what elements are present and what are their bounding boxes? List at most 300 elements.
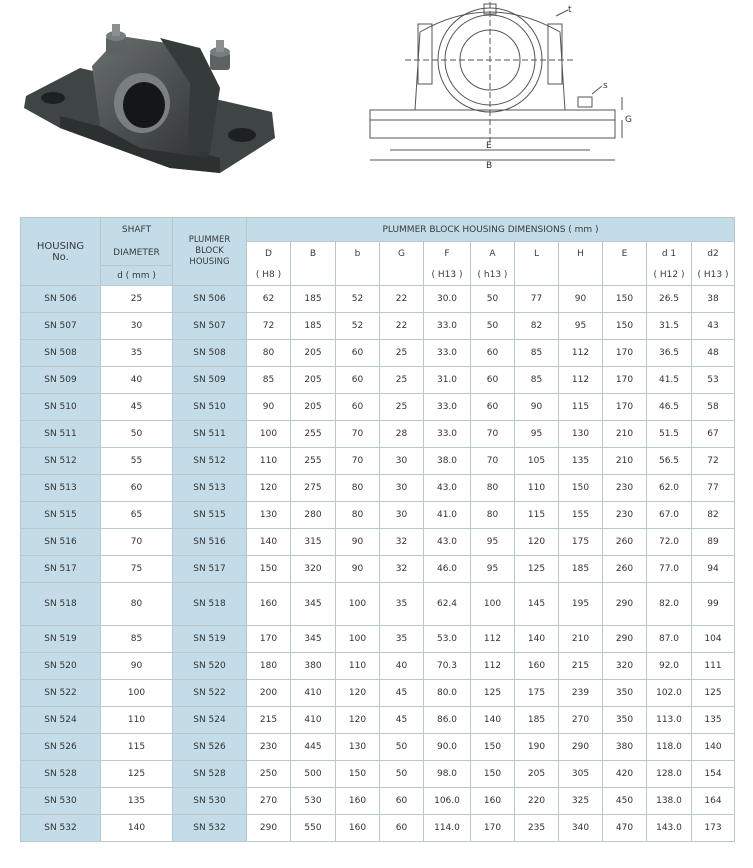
header-col-10: d2 [692,242,735,266]
table-cell: 85 [515,367,559,394]
table-cell: 195 [559,583,603,626]
table-cell: SN 517 [173,556,247,583]
table-cell: 111 [692,653,735,680]
table-cell: SN 510 [21,394,101,421]
table-cell: 60 [380,815,424,842]
table-cell: 270 [559,707,603,734]
table-cell: 125 [471,680,515,707]
table-cell: 450 [603,788,647,815]
table-cell: 82 [515,313,559,340]
table-cell: SN 522 [173,680,247,707]
drawing-label-g: G [625,115,632,125]
table-row [21,761,735,788]
table-cell: 260 [603,529,647,556]
table-cell: 70 [471,448,515,475]
table-cell: 33.0 [424,421,471,448]
table-cell: 90.0 [424,734,471,761]
drawing-label-t: t [568,5,572,15]
table-cell: 345 [291,626,336,653]
table-cell: 46.0 [424,556,471,583]
table-cell: SN 520 [21,653,101,680]
table-cell: 67 [692,421,735,448]
table-cell: 82 [692,502,735,529]
header-col-5: A [471,242,515,266]
table-cell: 112 [471,626,515,653]
table-cell: 445 [291,734,336,761]
table-cell: 90 [101,653,173,680]
table-cell: 173 [692,815,735,842]
table-cell: 110 [247,448,291,475]
table-cell: 85 [247,367,291,394]
table-cell: 85 [101,626,173,653]
table-cell: SN 519 [21,626,101,653]
table-cell: 67.0 [647,502,692,529]
table-cell: 90 [336,556,380,583]
table-row [21,502,735,529]
table-cell: 35 [101,340,173,367]
table-cell: 25 [380,394,424,421]
table-cell: 500 [291,761,336,788]
table-cell: 140 [101,815,173,842]
table-cell: SN 506 [173,286,247,313]
table-cell: SN 510 [173,394,247,421]
table-cell: 120 [247,475,291,502]
table-cell: 410 [291,707,336,734]
table-cell: 62.4 [424,583,471,626]
table-cell: 230 [603,502,647,529]
table-cell: 35 [380,583,424,626]
table-cell: 215 [559,653,603,680]
header-sub-3 [380,266,424,286]
table-cell: 130 [336,734,380,761]
table-cell: 70 [336,421,380,448]
table-cell: 90 [515,394,559,421]
table-cell: 33.0 [424,313,471,340]
table-cell: 105 [515,448,559,475]
table-cell: 190 [515,734,559,761]
table-cell: SN 524 [173,707,247,734]
table-cell: 60 [336,394,380,421]
table-cell: 210 [559,626,603,653]
table-cell: 205 [291,394,336,421]
table-cell: 43.0 [424,529,471,556]
header-col-6: L [515,242,559,266]
table-cell: 110 [515,475,559,502]
table-cell: 280 [291,502,336,529]
table-cell: 31.5 [647,313,692,340]
table-cell: 58 [692,394,735,421]
header-sub-0: ( H8 ) [247,266,291,286]
table-cell: 80 [336,502,380,529]
table-cell: 25 [101,286,173,313]
header-col-1: B [291,242,336,266]
table-cell: 70.3 [424,653,471,680]
table-cell: SN 509 [173,367,247,394]
table-cell: 30 [101,313,173,340]
table-cell: 22 [380,286,424,313]
table-cell: 145 [515,583,559,626]
table-cell: 100 [101,680,173,707]
table-cell: 77 [515,286,559,313]
table-cell: 50 [471,313,515,340]
table-cell: 72.0 [647,529,692,556]
table-cell: SN 517 [21,556,101,583]
header-diameter: DIAMETER [101,242,173,266]
table-cell: 138.0 [647,788,692,815]
table-cell: SN 507 [173,313,247,340]
table-cell: SN 518 [21,583,101,626]
table-cell: 31.0 [424,367,471,394]
table-cell: 65 [101,502,173,529]
table-cell: 175 [515,680,559,707]
dimensions-table [20,217,735,842]
table-row [21,475,735,502]
table-cell: 170 [603,340,647,367]
table-cell: 170 [603,367,647,394]
table-cell: 125 [692,680,735,707]
table-cell: 118.0 [647,734,692,761]
table-cell: 90 [559,286,603,313]
table-cell: 70 [471,421,515,448]
table-cell: 60 [101,475,173,502]
table-cell: 104 [692,626,735,653]
table-cell: SN 526 [173,734,247,761]
table-cell: 32 [380,529,424,556]
table-cell: 150 [247,556,291,583]
table-cell: 210 [603,421,647,448]
table-cell: 185 [291,286,336,313]
table-cell: 40 [380,653,424,680]
table-cell: SN 515 [173,502,247,529]
table-cell: 100 [247,421,291,448]
table-cell: 80.0 [424,680,471,707]
table-cell: 164 [692,788,735,815]
table-cell: 170 [603,394,647,421]
table-cell: 95 [559,313,603,340]
table-cell: 25 [380,340,424,367]
table-cell: 143.0 [647,815,692,842]
table-cell: SN 512 [21,448,101,475]
table-row [21,313,735,340]
table-cell: 50 [471,286,515,313]
table-cell: 350 [603,707,647,734]
table-cell: SN 530 [21,788,101,815]
table-cell: 530 [291,788,336,815]
table-cell: 82.0 [647,583,692,626]
table-cell: 36.5 [647,340,692,367]
header-sub-6 [515,266,559,286]
header-sub-4: ( H13 ) [424,266,471,286]
header-sub-8 [603,266,647,286]
table-cell: 215 [247,707,291,734]
table-cell: 92.0 [647,653,692,680]
table-cell: 72 [692,448,735,475]
table-cell: 45 [380,680,424,707]
table-cell: 60 [471,367,515,394]
table-cell: 290 [247,815,291,842]
table-cell: 550 [291,815,336,842]
table-cell: 290 [603,583,647,626]
table-row [21,421,735,448]
table-cell: 75 [101,556,173,583]
table-cell: 43.0 [424,475,471,502]
table-cell: 160 [515,653,559,680]
table-cell: 50 [101,421,173,448]
table-cell: 52 [336,286,380,313]
table-row [21,653,735,680]
table-cell: 185 [291,313,336,340]
table-cell: SN 513 [21,475,101,502]
table-cell: 205 [291,340,336,367]
table-cell: SN 518 [173,583,247,626]
figure-area [0,0,753,215]
table-cell: 30 [380,448,424,475]
header-d-mm: d ( mm ) [101,266,173,286]
table-cell: 239 [559,680,603,707]
table-cell: 60 [380,788,424,815]
table-cell: 205 [515,761,559,788]
table-cell: 53 [692,367,735,394]
table-cell: 85 [515,340,559,367]
table-cell: 135 [101,788,173,815]
table-cell: 80 [471,502,515,529]
table-cell: 28 [380,421,424,448]
table-cell: 320 [603,653,647,680]
table-cell: 25 [380,367,424,394]
table-row [21,529,735,556]
table-cell: 100 [471,583,515,626]
header-col-3: G [380,242,424,266]
table-cell: 45 [380,707,424,734]
table-cell: 32 [380,556,424,583]
table-cell: 86.0 [424,707,471,734]
header-col-9: d 1 [647,242,692,266]
table-cell: 220 [515,788,559,815]
table-cell: 140 [692,734,735,761]
table-row [21,815,735,842]
table-cell: 110 [101,707,173,734]
table-row [21,788,735,815]
table-cell: SN 519 [173,626,247,653]
table-cell: 154 [692,761,735,788]
table-cell: 325 [559,788,603,815]
table-cell: 150 [471,761,515,788]
table-cell: 55 [101,448,173,475]
table-cell: 45 [101,394,173,421]
table-cell: SN 528 [173,761,247,788]
table-cell: 135 [559,448,603,475]
table-row [21,367,735,394]
table-cell: 60 [336,340,380,367]
table-cell: 200 [247,680,291,707]
table-row [21,680,735,707]
header-sub-1 [291,266,336,286]
table-row [21,394,735,421]
table-cell: SN 507 [21,313,101,340]
table-cell: 130 [559,421,603,448]
table-cell: 53.0 [424,626,471,653]
table-cell: 90 [247,394,291,421]
table-row [21,583,735,626]
table-row [21,626,735,653]
table-cell: 70 [101,529,173,556]
table-cell: 170 [471,815,515,842]
product-image [20,8,282,183]
table-cell: 50 [380,761,424,788]
table-cell: 128.0 [647,761,692,788]
table-cell: 120 [515,529,559,556]
table-cell: 135 [692,707,735,734]
table-cell: 40 [101,367,173,394]
table-cell: 125 [101,761,173,788]
table-cell: 56.5 [647,448,692,475]
table-cell: 38.0 [424,448,471,475]
header-col-row [21,242,735,266]
table-cell: 160 [336,788,380,815]
table-cell: 100 [336,583,380,626]
table-cell: 380 [291,653,336,680]
table-cell: 230 [603,475,647,502]
table-cell: 112 [559,340,603,367]
table-cell: 22 [380,313,424,340]
table-cell: SN 513 [173,475,247,502]
table-cell: 113.0 [647,707,692,734]
table-cell: SN 522 [21,680,101,707]
table-cell: 102.0 [647,680,692,707]
table-cell: 80 [247,340,291,367]
table-cell: 80 [101,583,173,626]
table-cell: 80 [471,475,515,502]
table-cell: 470 [603,815,647,842]
table-cell: 255 [291,448,336,475]
header-plummer-block-housing: PLUMMER BLOCK HOUSING [173,218,247,286]
table-cell: SN 528 [21,761,101,788]
table-cell: 100 [336,626,380,653]
table-row [21,734,735,761]
table-cell: 150 [559,475,603,502]
table-cell: 320 [291,556,336,583]
table-cell: SN 516 [21,529,101,556]
table-cell: 170 [247,626,291,653]
table-cell: 112 [471,653,515,680]
table-cell: SN 515 [21,502,101,529]
header-shaft: SHAFT [101,218,173,242]
table-cell: 87.0 [647,626,692,653]
table-body [21,286,735,842]
table-cell: 99 [692,583,735,626]
table-cell: 72 [247,313,291,340]
drawing-label-s: s [603,81,608,91]
table-row [21,556,735,583]
table-cell: 420 [603,761,647,788]
table-cell: 270 [247,788,291,815]
header-sub-row [21,266,735,286]
table-cell: SN 512 [173,448,247,475]
table-row [21,707,735,734]
table-cell: 185 [515,707,559,734]
table-cell: 62 [247,286,291,313]
table-cell: 60 [471,394,515,421]
table-cell: 115 [101,734,173,761]
table-cell: 30 [380,475,424,502]
table-cell: 77 [692,475,735,502]
table-cell: 150 [336,761,380,788]
table-cell: 175 [559,529,603,556]
table-cell: 106.0 [424,788,471,815]
table-cell: 48 [692,340,735,367]
table-cell: 250 [247,761,291,788]
table-cell: 60 [471,340,515,367]
table-cell: 115 [559,394,603,421]
table-row [21,340,735,367]
table-cell: 150 [603,313,647,340]
table-cell: 26.5 [647,286,692,313]
table-cell: 380 [603,734,647,761]
header-col-7: H [559,242,603,266]
table-cell: 160 [336,815,380,842]
table-cell: 110 [336,653,380,680]
table-cell: 35 [380,626,424,653]
table-cell: 340 [559,815,603,842]
header-sub-10: ( H13 ) [692,266,735,286]
table-cell: 290 [559,734,603,761]
table-cell: 62.0 [647,475,692,502]
table-cell: 95 [515,421,559,448]
table-cell: 43 [692,313,735,340]
table-cell: 140 [471,707,515,734]
table-cell: 51.5 [647,421,692,448]
table-cell: 410 [291,680,336,707]
table-cell: 150 [603,286,647,313]
table-cell: SN 508 [173,340,247,367]
table-cell: 89 [692,529,735,556]
table-cell: 205 [291,367,336,394]
header-col-0: D [247,242,291,266]
table-cell: 30 [380,502,424,529]
table-cell: 80 [336,475,380,502]
table-cell: SN 516 [173,529,247,556]
header-col-4: F [424,242,471,266]
table-cell: SN 509 [21,367,101,394]
table-cell: SN 520 [173,653,247,680]
table-cell: 50 [380,734,424,761]
table-cell: 114.0 [424,815,471,842]
table-cell: SN 532 [21,815,101,842]
table-cell: 140 [515,626,559,653]
table-cell: 38 [692,286,735,313]
table-cell: SN 526 [21,734,101,761]
table-cell: SN 532 [173,815,247,842]
table-cell: 70 [336,448,380,475]
table-cell: 255 [291,421,336,448]
table-cell: 41.0 [424,502,471,529]
table-cell: 120 [336,680,380,707]
header-sub-9: ( H12 ) [647,266,692,286]
table-cell: SN 524 [21,707,101,734]
table-cell: 290 [603,626,647,653]
table-cell: 130 [247,502,291,529]
technical-drawing [360,2,640,172]
header-sub-2 [336,266,380,286]
table-cell: SN 530 [173,788,247,815]
table-cell: SN 511 [21,421,101,448]
table-cell: 41.5 [647,367,692,394]
table-cell: 150 [471,734,515,761]
table-cell: SN 511 [173,421,247,448]
table-cell: 112 [559,367,603,394]
table-cell: 115 [515,502,559,529]
table-cell: 120 [336,707,380,734]
